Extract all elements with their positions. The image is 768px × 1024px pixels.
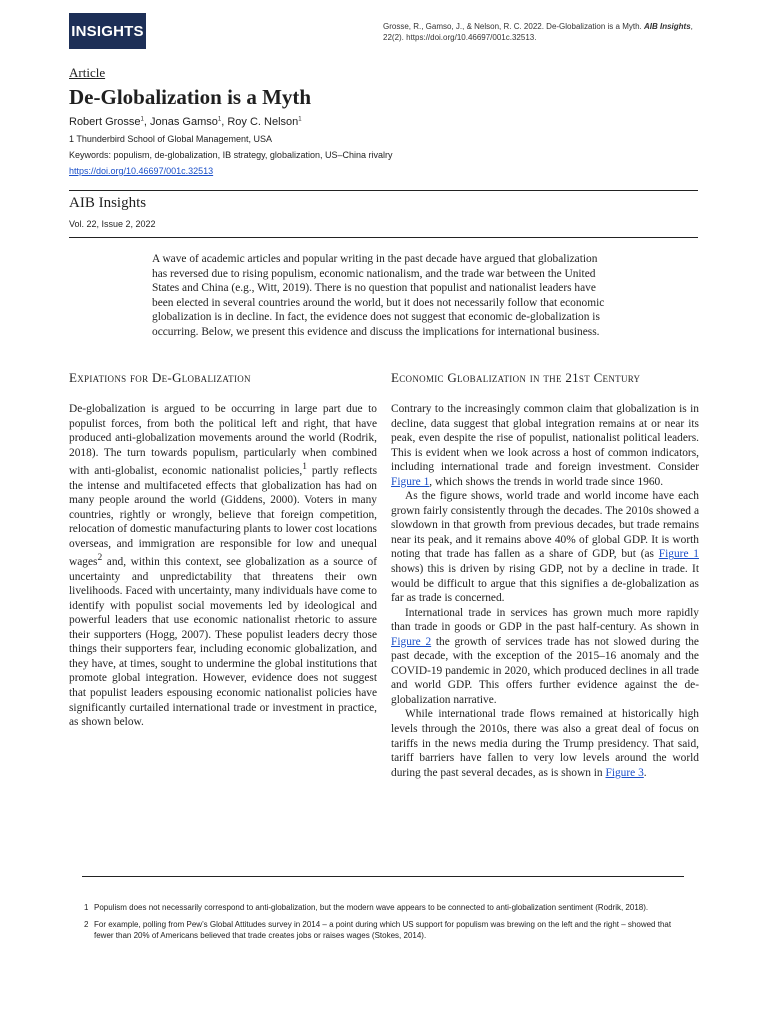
- text-span: partly reflects the intense and multifaceted effects that globalization has had on many people around the world (Giddens, 2000). Voters in many countries, rightly or wrongly, believe that foreign competition, relocation of domestic manufacturing plants to lower cost locations overseas, and immigration are responsible for low and unequal wages: [69, 464, 378, 569]
- body-paragraph: [391, 402, 699, 489]
- footnote-ref[interactable]: 1: [302, 462, 307, 473]
- text-span: International trade in services has grown much more rapidly than trade in goods or GDP in the past half-century. As shown in: [391, 606, 699, 634]
- keywords: Keywords: populism, de-globalization, IB strategy, globalization, US–China rivalry: [69, 150, 393, 160]
- logo-text: INSIGHTS: [71, 22, 144, 40]
- text-span: and, within this context, see globalization as a source of uncertainty and unpredictability that threatens their own livelihoods. Faced with uncertainty, many individuals have come to identify with populist social movements led by ideological and powerful leaders that use economic nationalist rhetoric to assure their supporters (Hogg, 2007). These populist leaders decry those things their supporters fear, including economic globalization, and they have, at times, sought to undermine the global institutions that promote global integration. However, evidence does not suggest that populist leaders espousing economic nationalist policies have significantly curtailed international trade or investment in practice, as shown below.: [69, 556, 378, 729]
- citation-header: [383, 21, 693, 43]
- affiliation-text: Thunderbird School of Global Management, USA: [76, 134, 272, 144]
- citation-doi: , 22(2). https://doi.org/10.46697/001c.32513.: [383, 22, 693, 42]
- text-span: .: [643, 766, 647, 779]
- footnotes: [84, 902, 684, 947]
- journal-volume: Vol. 22, Issue 2, 2022: [69, 219, 156, 229]
- journal-name: AIB Insights: [69, 195, 147, 211]
- body-paragraph: [391, 489, 699, 605]
- figure-2-link[interactable]: Figure 2: [391, 635, 432, 648]
- footnote: [84, 902, 684, 913]
- author-list: Robert Grosse$^1$, Jonas Gamso$^1$, Roy C. Nelson$^1$: [69, 116, 302, 128]
- author-affiliation-mark: 1: [140, 116, 144, 123]
- doi-link[interactable]: https://doi.org/10.46697/001c.32513: [69, 166, 214, 176]
- footnote: [84, 919, 684, 941]
- article-type-label: Article: [69, 65, 106, 80]
- body-paragraph: [391, 606, 699, 708]
- abstract: A wave of academic articles and popular writing in the past decade have argued that globalization has reversed due to rising populism, economic nationalism, and the trade war between the United States and China (e.g., Witt, 2019). There is no question that populist and nationalist leaders have been elected in several countries around the world, but it does not necessarily follow that economic globalization is in decline. In fact, the evidence does not suggest that economic de-globalization is occurring. Below, we present this evidence and discuss the implications for international business.: [152, 253, 605, 338]
- heading-text: st Century: [578, 370, 641, 385]
- footnote-text: Populism does not necessarily correspond to anti-globalization, but the modern wave appears to be connected to anti-globalization sentiment (Rodrik, 2018).: [94, 903, 649, 912]
- author-name: Roy C. Nelson: [227, 116, 299, 128]
- article-title: De-Globalization is a Myth: [69, 85, 312, 109]
- text-span: shows) this is driven by rising GDP, not by a decline in trade. It would be difficult to argue that this signifies a de-globalization as far as trade is concerned.: [391, 563, 699, 605]
- author-name: Jonas Gamso: [150, 116, 218, 128]
- author-name: Robert Grosse: [69, 116, 141, 128]
- citation-journal: AIB Insights: [643, 22, 691, 31]
- footnote-number: 1: [84, 903, 89, 912]
- affiliation-mark: 1: [69, 134, 75, 144]
- section-heading: [391, 369, 699, 387]
- figure-3-link[interactable]: Figure 3: [605, 766, 644, 779]
- left-column: [69, 369, 377, 730]
- section-heading: Expiations for De-Globalization: [69, 370, 251, 385]
- divider: [69, 190, 698, 191]
- text-span: , which shows the trends in world trade since 1960.: [429, 475, 664, 488]
- footnote-text: For example, polling from Pew’s Global Attitudes survey in 2014 – a point during which US support for populism was brewing on the left and the right – showed that fewer than 20% of Americans believed that trade creates jobs or raises wages (Stokes, 2014).: [94, 920, 672, 940]
- body-paragraph: [69, 402, 377, 730]
- affiliation: [69, 134, 272, 144]
- citation-authors: Grosse, R., Gamso, J., & Nelson, R. C. 2022. De-Globalization is a Myth.: [383, 22, 644, 31]
- heading-number: 21: [565, 370, 579, 385]
- body-paragraph: [391, 707, 699, 780]
- figure-1-link[interactable]: Figure 1: [658, 548, 699, 561]
- text-span: While international trade flows remained at historically high levels through the 2010s, there was also a great deal of focus on tariffs in the news media during the Trump presidency. That said, tariff barriers have fallen to very low levels around the world during the past several decades, as is shown in: [391, 708, 699, 779]
- author-affiliation-mark: 1: [217, 116, 222, 123]
- text-span: the growth of services trade has not slowed during the past decade, with the exception of the 2015–16 anomaly and the COVID-19 pandemic in 2020, which produced declines in all trade and world GDP. This offers further evidence against the de-globalization narrative.: [391, 635, 699, 706]
- footnote-number: 2: [84, 920, 89, 929]
- author-affiliation-mark: 1: [298, 116, 302, 123]
- heading-text: Economic Globalization in the: [391, 370, 566, 385]
- divider: [69, 237, 698, 238]
- text-span: De-globalization is argued to be occurring in large part due to populist forces, from both the political left and right, that have produced anti-globalization movements around the world (Rodrik, 2018). The turn towards populism, particularly when combined with anti-globalist, economic nationalist policies,: [69, 403, 377, 477]
- footnote-divider: [82, 876, 684, 877]
- figure-1-link[interactable]: Figure 1: [391, 475, 430, 488]
- text-span: Contrary to the increasingly common claim that globalization is in decline, data suggest that global integration remains at or near its peak, even despite the rise of populist, nationalist political leaders. This is evident when we look across a host of common indicators, including international trade and foreign investment. Consider: [391, 403, 699, 474]
- footnote-ref[interactable]: 2: [97, 553, 103, 564]
- right-column: [391, 369, 699, 780]
- text-span: As the figure shows, world trade and world income have each grown fairly consistently through the decades. The 2010s showed a slowdown in that growth from previous decades, but trade remains near its peak, and it remains above 40% of global GDP. It is worth noting that trade has fallen as a share of GDP, but (as: [391, 490, 699, 561]
- insights-logo: [69, 13, 146, 49]
